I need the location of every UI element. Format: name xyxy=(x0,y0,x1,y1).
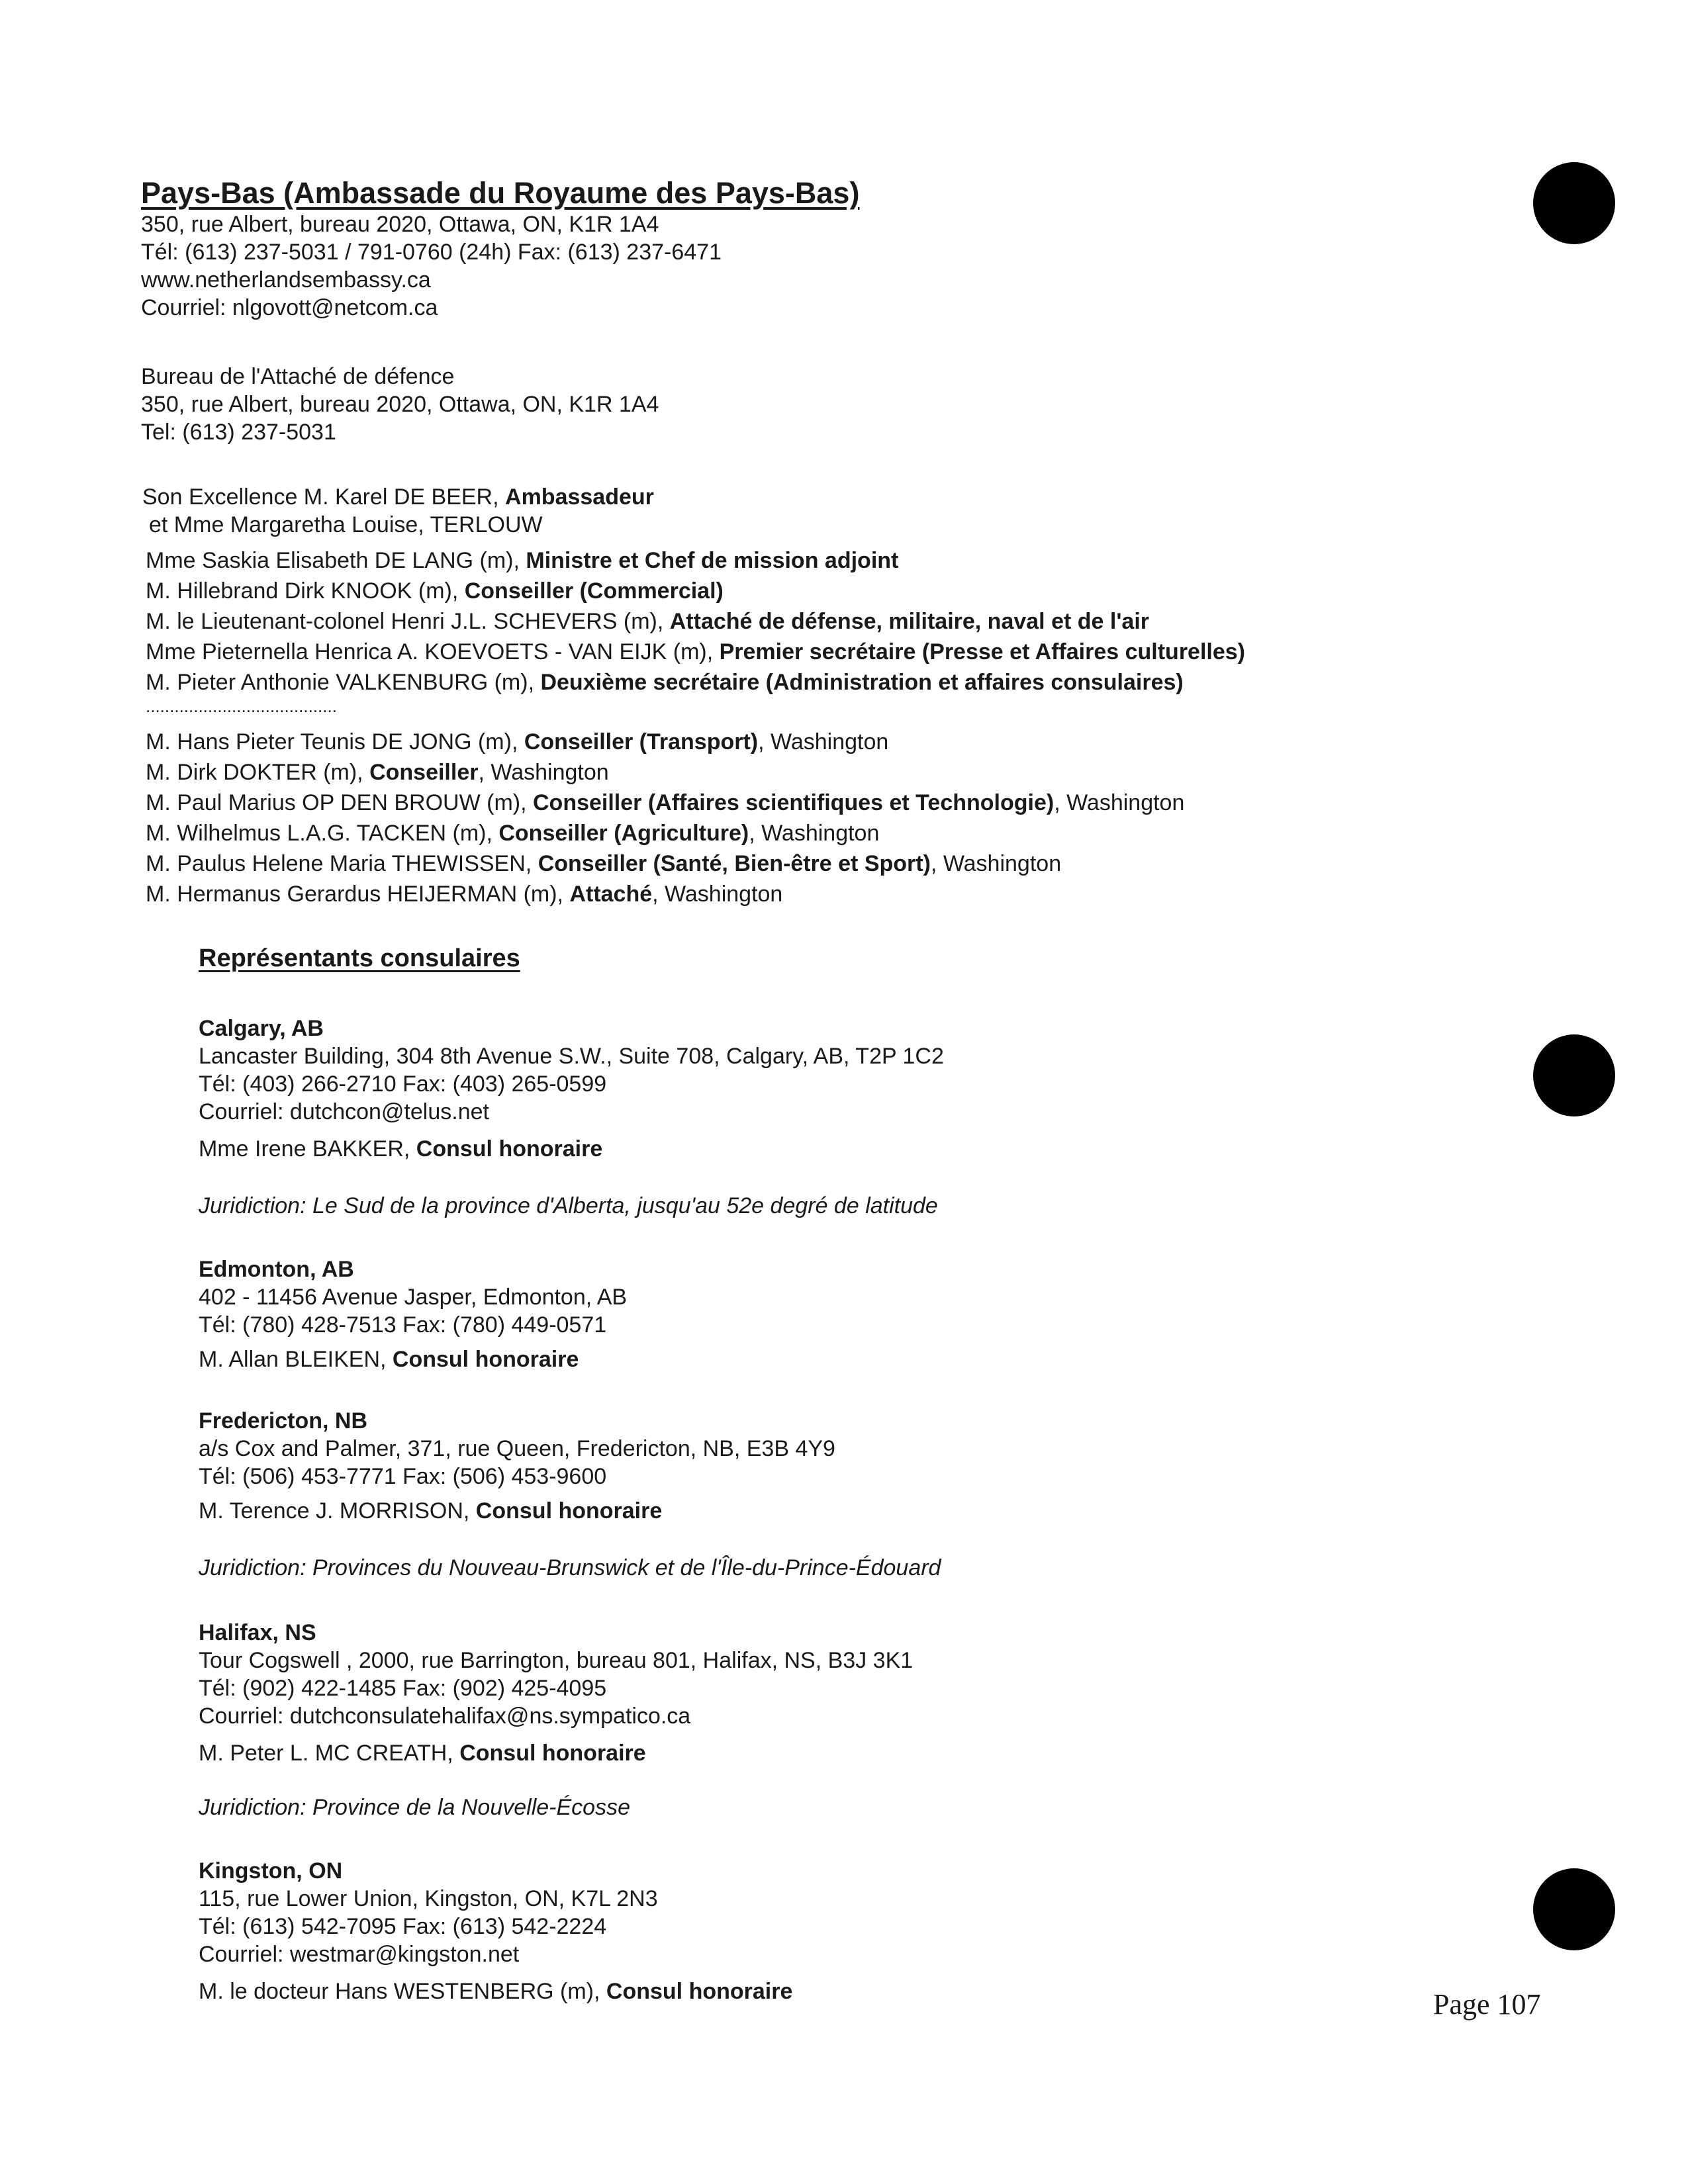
consulate-city: Kingston, ON xyxy=(199,1858,343,1884)
consular-heading: Représentants consulaires xyxy=(199,944,520,972)
staff-title: Conseiller (Santé, Bien-être et Sport) xyxy=(538,851,931,876)
embassy-website: www.netherlandsembassy.ca xyxy=(141,267,431,293)
staff-title: Conseiller (Agriculture) xyxy=(498,821,749,846)
staff-location: , Washington xyxy=(652,882,783,907)
staff-name: M. Wilhelmus L.A.G. TACKEN (m), xyxy=(146,821,499,846)
washington-staff-list xyxy=(146,727,1184,909)
consulate-phone: Tél: (403) 266-2710 Fax: (403) 265-0599 xyxy=(199,1071,607,1097)
staff-name: M. Pieter Anthonie VALKENBURG (m), xyxy=(146,670,541,695)
staff-row xyxy=(146,667,1245,698)
consulate-person-line xyxy=(199,1497,941,1525)
punch-hole-middle xyxy=(1533,1034,1615,1116)
consulate-address: 115, rue Lower Union, Kingston, ON, K7L 2N3 xyxy=(199,1886,658,1911)
consulate-person-line xyxy=(199,1739,913,1767)
staff-row xyxy=(146,606,1245,637)
consulate-email: Courriel: dutchcon@telus.net xyxy=(199,1099,489,1124)
staff-location: , Washington xyxy=(930,851,1062,876)
staff-title: Attaché xyxy=(569,882,653,907)
staff-name: Mme Pieternella Henrica A. KOEVOETS - VAN EIJK (m), xyxy=(146,639,720,664)
staff-location: , Washington xyxy=(749,821,880,846)
staff-row xyxy=(146,848,1184,879)
staff-row xyxy=(146,757,1184,788)
consulate-jurisdiction: Juridiction: Province de la Nouvelle-Écosse xyxy=(199,1795,630,1820)
embassy-email: Courriel: nlgovott@netcom.ca xyxy=(141,295,438,320)
staff-row xyxy=(146,727,1184,757)
consulate-city: Halifax, NS xyxy=(199,1620,316,1645)
consulate-address: 402 - 11456 Avenue Jasper, Edmonton, AB xyxy=(199,1285,628,1310)
staff-title: Conseiller (Affaires scientifiques et Technologie) xyxy=(533,790,1055,815)
consulate-role: Consul honoraire xyxy=(606,1979,793,2004)
consulate-city: Fredericton, NB xyxy=(199,1408,368,1433)
staff-name: Mme Saskia Elisabeth DE LANG (m), xyxy=(146,548,526,573)
consulate-phone: Tél: (506) 453-7771 Fax: (506) 453-9600 xyxy=(199,1464,607,1489)
consulate-person-line xyxy=(199,1345,627,1373)
punch-hole-top xyxy=(1533,162,1615,244)
defence-office-block xyxy=(141,363,659,446)
ambassador-name: Son Excellence M. Karel DE BEER, xyxy=(142,484,506,510)
staff-title: Premier secrétaire (Presse et Affaires culturelles) xyxy=(719,639,1245,664)
ambassador-title: Ambassadeur xyxy=(505,484,654,510)
consulate-person-line xyxy=(199,1135,944,1163)
consulate-halifax xyxy=(199,1619,913,1821)
staff-name: M. Hermanus Gerardus HEIJERMAN (m), xyxy=(146,882,570,907)
consulate-person: M. le docteur Hans WESTENBERG (m), xyxy=(199,1979,606,2004)
staff-name: M. Paulus Helene Maria THEWISSEN, xyxy=(146,851,538,876)
consulate-jurisdiction: Juridiction: Provinces du Nouveau-Brunswick et de l'Île-du-Prince-Édouard xyxy=(199,1555,941,1580)
staff-row xyxy=(146,879,1184,909)
consulate-kingston xyxy=(199,1857,792,2005)
staff-name: M. le Lieutenant-colonel Henri J.L. SCHEVERS (m), xyxy=(146,609,670,634)
staff-name: M. Dirk DOKTER (m), xyxy=(146,760,370,785)
staff-row xyxy=(146,818,1184,848)
consulate-edmonton xyxy=(199,1255,627,1373)
staff-name: M. Hillebrand Dirk KNOOK (m), xyxy=(146,578,465,604)
ambassador-block xyxy=(142,483,654,539)
consulate-city: Edmonton, AB xyxy=(199,1257,354,1282)
consulate-person-line xyxy=(199,1978,792,2005)
staff-title: Deuxième secrétaire (Administration et affaires consulaires) xyxy=(540,670,1184,695)
staff-row xyxy=(146,637,1245,667)
consulate-person: Mme Irene BAKKER, xyxy=(199,1136,416,1161)
consulate-city: Calgary, AB xyxy=(199,1016,324,1041)
consulate-jurisdiction: Juridiction: Le Sud de la province d'Alberta, jusqu'au 52e degré de latitude xyxy=(199,1193,938,1218)
defence-office-address: 350, rue Albert, bureau 2020, Ottawa, ON, K1R 1A4 xyxy=(141,392,659,417)
embassy-title: Pays-Bas (Ambassade du Royaume des Pays-Bas) xyxy=(141,176,860,210)
page-number: Page 107 xyxy=(1433,1988,1541,2021)
consulate-address: Tour Cogswell , 2000, rue Barrington, bureau 801, Halifax, NS, B3J 3K1 xyxy=(199,1648,914,1673)
consulate-role: Consul honoraire xyxy=(459,1741,646,1766)
consulate-person: M. Allan BLEIKEN, xyxy=(199,1347,393,1372)
staff-list xyxy=(146,545,1245,698)
consulate-email: Courriel: dutchconsulatehalifax@ns.sympatico.ca xyxy=(199,1704,691,1729)
staff-location: , Washington xyxy=(478,760,609,785)
defence-office-name: Bureau de l'Attaché de défence xyxy=(141,364,455,389)
consulate-address: Lancaster Building, 304 8th Avenue S.W., Suite 708, Calgary, AB, T2P 1C2 xyxy=(199,1044,944,1069)
staff-row xyxy=(146,576,1245,606)
staff-title: Ministre et Chef de mission adjoint xyxy=(526,548,899,573)
consulate-phone: Tél: (902) 422-1485 Fax: (902) 425-4095 xyxy=(199,1676,607,1701)
staff-title: Conseiller (Commercial) xyxy=(464,578,724,604)
consulate-role: Consul honoraire xyxy=(392,1347,579,1372)
consulate-person: M. Terence J. MORRISON, xyxy=(199,1498,476,1524)
ambassador-line xyxy=(142,483,654,511)
consulate-phone: Tél: (613) 542-7095 Fax: (613) 542-2224 xyxy=(199,1914,607,1939)
defence-office-phone: Tel: (613) 237-5031 xyxy=(141,420,336,445)
consulate-role: Consul honoraire xyxy=(475,1498,663,1524)
staff-name: M. Paul Marius OP DEN BROUW (m), xyxy=(146,790,533,815)
staff-title: Conseiller (Transport) xyxy=(524,729,759,754)
consulate-phone: Tél: (780) 428-7513 Fax: (780) 449-0571 xyxy=(199,1312,607,1338)
embassy-phone: Tél: (613) 237-5031 / 791-0760 (24h) Fax: (613) 237-6471 xyxy=(141,240,722,265)
staff-row xyxy=(146,788,1184,818)
dotted-separator: ........................................ xyxy=(146,696,337,716)
staff-location: , Washington xyxy=(758,729,889,754)
staff-row xyxy=(146,545,1245,576)
consulate-fredericton xyxy=(199,1407,941,1582)
staff-name: M. Hans Pieter Teunis DE JONG (m), xyxy=(146,729,524,754)
ambassador-spouse: et Mme Margaretha Louise, TERLOUW xyxy=(149,512,543,537)
staff-title: Attaché de défense, militaire, naval et de l'air xyxy=(669,609,1149,634)
punch-hole-bottom xyxy=(1533,1868,1615,1950)
consulate-email: Courriel: westmar@kingston.net xyxy=(199,1942,520,1967)
staff-title: Conseiller xyxy=(369,760,479,785)
embassy-address: 350, rue Albert, bureau 2020, Ottawa, ON, K1R 1A4 xyxy=(141,212,659,237)
staff-location: , Washington xyxy=(1054,790,1185,815)
consulate-person: M. Peter L. MC CREATH, xyxy=(199,1741,460,1766)
consulate-address: a/s Cox and Palmer, 371, rue Queen, Fredericton, NB, E3B 4Y9 xyxy=(199,1436,835,1461)
consulate-calgary xyxy=(199,1015,944,1220)
embassy-block xyxy=(141,176,859,322)
consulate-role: Consul honoraire xyxy=(416,1136,603,1161)
